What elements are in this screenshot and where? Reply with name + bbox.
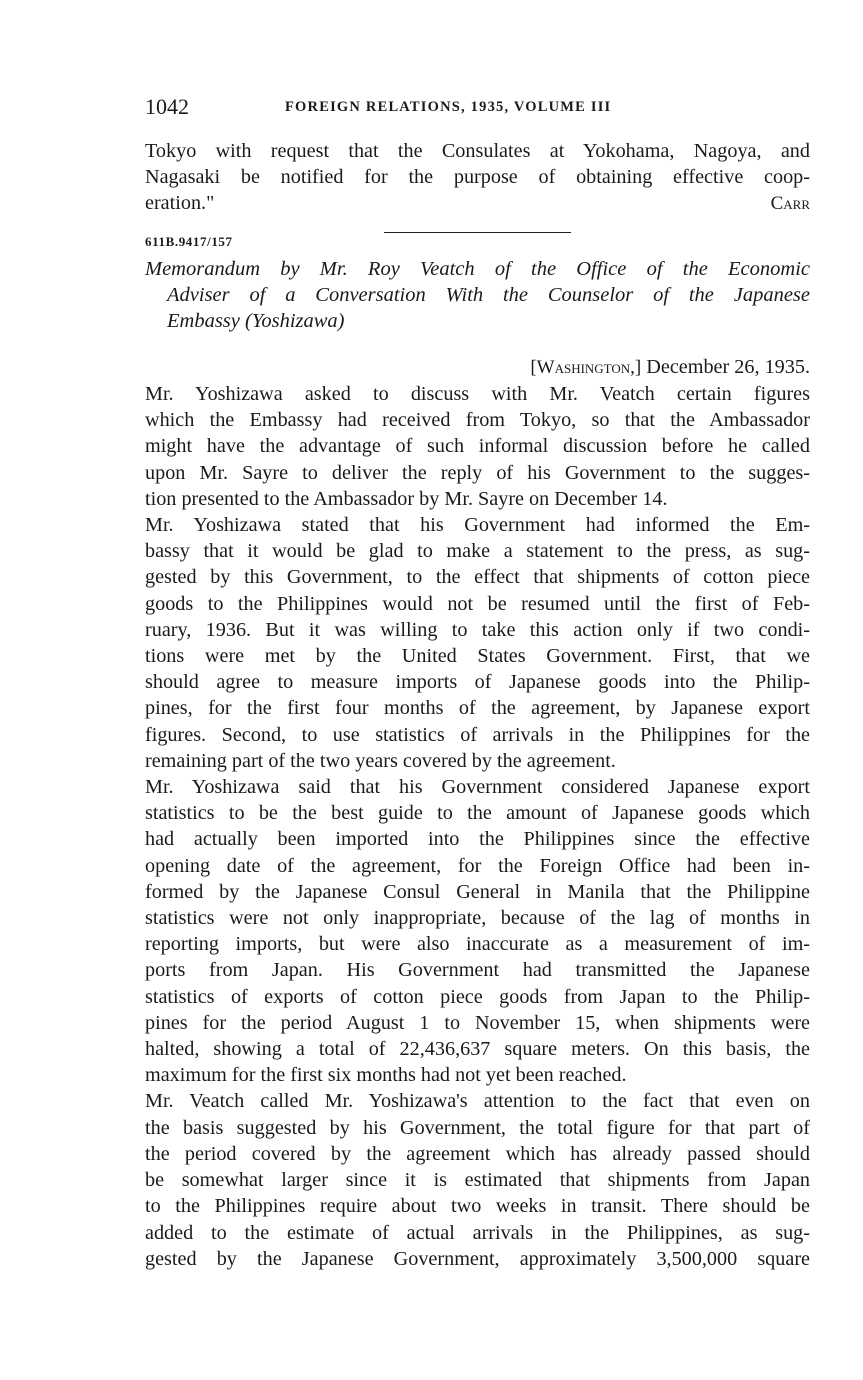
dateline (145, 354, 810, 381)
text-line: figures. Second, to use statistics of arrivals in the Philippines for the (145, 723, 810, 746)
text-line: statistics to be the best guide to the amount of Japanese goods which (145, 802, 810, 825)
signature: Carr (770, 192, 810, 214)
text-line: pines, for the first four months of the agreement, by Japanese export (145, 697, 810, 720)
text-line: halted, showing a total of 22,436,637 square meters. On this basis, the (145, 1038, 810, 1061)
text-line: gested by the Japanese Government, approximately 3,500,000 square (145, 1247, 810, 1270)
text-line: should agree to measure imports of Japanese goods into the Philip- (145, 671, 810, 694)
text-line: the basis suggested by his Government, the total figure for that part of (145, 1116, 810, 1139)
text-line: eration." (145, 192, 215, 215)
text-line: Mr. Yoshizawa asked to discuss with Mr. Veatch certain figures (145, 383, 810, 405)
text-line: Mr. Yoshizawa stated that his Government had informed the Em- (145, 514, 810, 537)
text-line: which the Embassy had received from Tokyo, so that the Ambassador (145, 409, 810, 432)
continuation-block (145, 138, 810, 217)
title-line: Embassy (Yoshizawa) (167, 310, 345, 333)
text-line: maximum for the first six months had not yet been reached. (145, 1064, 627, 1087)
text-line: upon Mr. Sayre to deliver the reply of his Government to the sugges- (145, 461, 810, 484)
memorandum-body (145, 381, 810, 1272)
text-line: Tokyo with request that the Consulates at Yokohama, Nagoya, and (145, 140, 810, 162)
text-line: statistics were not only inappropriate, because of the lag of months in (145, 907, 810, 930)
text-line: tions were met by the United States Government. First, that we (145, 645, 810, 668)
text-line: reporting imports, but were also inaccurate as a measurement of im- (145, 933, 810, 956)
page-number: 1042 (145, 94, 189, 119)
text-line: added to the estimate of actual arrivals in the Philippines, as sug- (145, 1221, 810, 1244)
text-line: Mr. Veatch called Mr. Yoshizawa's attention to the fact that even on (145, 1090, 810, 1113)
dateline-place: [Washington,] (530, 357, 642, 378)
running-title: FOREIGN RELATIONS, 1935, VOLUME III (285, 99, 612, 115)
text-line: to the Philippines require about two weeks in transit. There should be (145, 1195, 810, 1218)
dateline-date: December 26, 1935. (646, 356, 810, 378)
text-line: Nagasaki be notified for the purpose of obtaining effective coop- (145, 166, 810, 189)
page-header (145, 92, 810, 122)
paragraph (145, 381, 810, 512)
file-number: 611B.9417/157 (145, 234, 233, 249)
text-line: goods to the Philippines would not be resumed until the first of Feb- (145, 592, 810, 615)
text-line: formed by the Japanese Consul General in Manila that the Philippine (145, 880, 810, 903)
title-line: Memorandum by Mr. Roy Veatch of the Office of the Economic (145, 258, 810, 280)
section-divider (384, 232, 571, 233)
text-line: opening date of the agreement, for the Foreign Office had been in- (145, 854, 810, 877)
title-line: Adviser of a Conversation With the Counselor of the Japanese (167, 284, 810, 307)
text-line: be somewhat larger since it is estimated that shipments from Japan (145, 1169, 810, 1192)
text-line: the period covered by the agreement which has already passed should (145, 1142, 810, 1165)
text-line: gested by this Government, to the effect that shipments of cotton piece (145, 566, 810, 589)
text-line: tion presented to the Ambassador by Mr. Sayre on December 14. (145, 487, 668, 510)
text-line: ruary, 1936. But it was willing to take this action only if two condi- (145, 618, 810, 641)
document-title (145, 256, 810, 335)
text-line: remaining part of the two years covered by the agreement. (145, 749, 616, 772)
text-line: ports from Japan. His Government had transmitted the Japanese (145, 959, 810, 982)
text-line: had actually been imported into the Philippines since the effective (145, 828, 810, 851)
text-line: pines for the period August 1 to November 15, when shipments were (145, 1011, 810, 1034)
text-line: Mr. Yoshizawa said that his Government considered Japanese export (145, 776, 810, 799)
text-line: might have the advantage of such informal discussion before he called (145, 435, 810, 458)
paragraph (145, 1088, 810, 1271)
text-line: bassy that it would be glad to make a statement to the press, as sug- (145, 540, 810, 563)
text-line: statistics of exports of cotton piece goods from Japan to the Philip- (145, 985, 810, 1008)
paragraph (145, 512, 810, 774)
paragraph (145, 774, 810, 1088)
